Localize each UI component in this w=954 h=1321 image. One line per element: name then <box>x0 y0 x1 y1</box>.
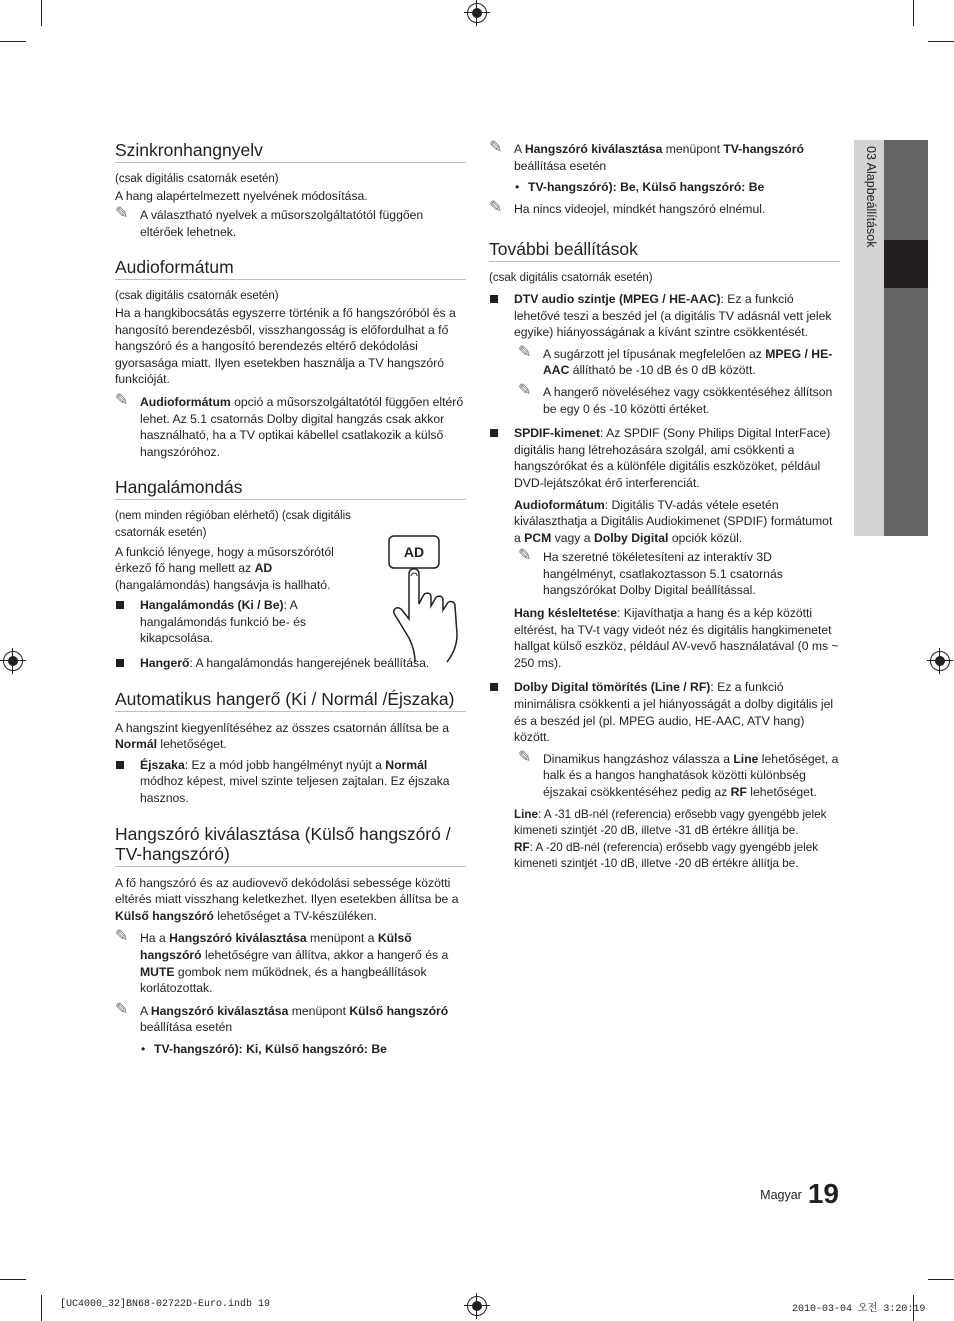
section-szinkronhangnyelv <box>115 140 466 240</box>
bullet-item <box>489 291 840 341</box>
page-language: Magyar <box>760 1188 802 1202</box>
note <box>115 207 466 240</box>
note <box>489 141 840 174</box>
crop-mark <box>41 1295 42 1321</box>
section-title: További beállítások <box>489 239 840 262</box>
chapter-tab-marker <box>884 240 928 288</box>
note <box>115 1000 466 1036</box>
bullet-bold: Éjszaka <box>140 757 185 772</box>
note-bold: Hangszóró kiválasztása <box>524 142 663 156</box>
note-bold: RF <box>730 785 747 799</box>
sub-paragraph <box>489 807 840 840</box>
note-pencil-icon: ✎ <box>489 139 503 156</box>
crop-mark <box>928 41 954 42</box>
registration-mark-icon <box>930 651 950 671</box>
crop-mark <box>0 41 26 42</box>
note-text: állítható be -10 dB és 0 dB között. <box>569 363 756 378</box>
note-text: lehetőségre van állítva, akkor a hangerő és a <box>201 948 449 962</box>
section-title: Audioformátum <box>115 257 466 280</box>
bullet-square-icon <box>116 761 124 769</box>
note-bold: Hangszóró kiválasztása <box>169 931 307 946</box>
paragraph: (csak digitális csatornák esetén) <box>115 173 279 185</box>
note-bold: MUTE <box>140 964 175 979</box>
text-bold: Dolby Digital <box>593 530 669 545</box>
sub-paragraph <box>489 497 840 547</box>
bullet-item <box>489 425 840 491</box>
note-text: A választható nyelvek a műsorszolgáltatótól függően eltérőek lehetnek. <box>140 208 424 239</box>
bullet-text: : A hangalámondás funkció be- és kikapcsolása. <box>140 598 306 646</box>
bullet-item <box>489 679 840 745</box>
chapter-tab-label: 03 Alapbeállítások <box>864 146 878 248</box>
note-bold: TV-hangszóró <box>723 142 804 156</box>
paragraph: (nem minden régióban elérhető) (csak digitális csatornák esetén) <box>115 510 351 539</box>
text-bold: Külső hangszóró <box>115 908 214 923</box>
bullet-bold: DTV audio szintje (MPEG / HE-AAC) <box>514 291 721 306</box>
text: A fő hangszóró és az audiovevő dekódolási sebessége közötti eltérés miatt visszhang keletkezhet. Ilyen esetekben állítsa be a <box>115 875 459 907</box>
note-text: Ha szeretné tökéletesíteni az interaktív 3D hangélményt, csatlakoztasson 5.1 csatornás hangszórókat Dolby Digital beállítással. <box>543 550 783 598</box>
text-bold: Line <box>514 807 539 821</box>
section-automatikus-hangero <box>115 689 466 807</box>
paragraph <box>115 875 466 925</box>
dot-text: TV-hangszóró): Ki, Külső hangszóró: Be <box>154 1041 387 1056</box>
section-title: Automatikus hangerő (Ki / Normál /Éjszaka) <box>115 689 466 712</box>
note-text: A sugárzott jel típusának megfelelően az <box>543 346 766 361</box>
registration-mark-icon <box>3 651 23 671</box>
footer-date: 2010-03-04 오전 3:20:19 <box>792 1304 926 1315</box>
svg-text:AD: AD <box>403 544 425 560</box>
note-pencil-icon: ✎ <box>518 381 532 399</box>
note-bold: Külső hangszóró <box>140 931 412 962</box>
note-text: gombok nem működnek, és a hangbeállítások korlátozottak. <box>140 964 427 996</box>
section-hangszoro-kivalasztasa <box>115 824 466 1058</box>
bullet-text: : A hangalámondás hangerejének beállítása. <box>189 656 430 671</box>
bullet-bold: Dolby Digital tömörítés (Line / RF) <box>514 680 711 695</box>
text: : Digitális TV-adás vétele esetén kiválaszthatja a Digitális Audiokimenet (SPDIF) formátumot a <box>514 497 833 545</box>
bullet-bold: Normál <box>385 757 428 772</box>
bullet-square-icon <box>116 601 124 609</box>
text: : A -20 dB-nél (referencia) erősebb vagy gyengébb jelek kimeneti szintjét -10 dB, illetve -20 dB értékre állítja be. <box>514 840 819 871</box>
note-bold: Line <box>733 751 759 766</box>
note-text: A <box>514 142 525 156</box>
note-text: menüpont <box>662 142 724 156</box>
text: opciók közül. <box>668 530 743 545</box>
chapter-tab-bar <box>884 140 928 536</box>
text-bold: PCM <box>524 530 552 545</box>
note-text: beállítása esetén <box>514 158 607 173</box>
text: : Kijavíthatja a hang és a kép közötti eltérést, ha TV-t vagy videót néz és digitális hangkimenetet hallgat külső eszköz, például AV-vevő használatával (0 ms ~ 250 ms). <box>514 606 839 670</box>
paragraph: (csak digitális csatornák esetén) <box>489 272 653 285</box>
right-column <box>489 138 840 890</box>
note-text: lehetőséget, a halk és a hangos hanghatások közötti különbség éjszakai csökkentéséhez pedig az <box>543 751 839 799</box>
bullet-square-icon <box>490 429 498 437</box>
bullet-item <box>115 597 355 647</box>
note-bold: Külső hangszóró <box>349 1003 449 1018</box>
crop-mark <box>41 0 42 26</box>
text-bold: AD <box>254 561 273 576</box>
bullet-text: : Ez a mód jobb hangélményt nyújt a <box>184 757 386 772</box>
registration-mark-icon <box>467 1296 487 1316</box>
note-text: Ha nincs videojel, mindkét hangszóró elnémul. <box>514 201 766 216</box>
paragraph: Ha a hangkibocsátás egyszerre történik a fő hangszóróból és a hangosító berendezésből, visszhangosság is előfordulhat a fő hangszóró és a hangosító berendezés eltérő dekódolási gyorsasága miatt. Ilyen esetekben használja a TV hangszóró funkcióját. <box>115 305 456 387</box>
note-text: opció a műsorszolgáltatótól függően eltérő lehet. Az 5.1 csatornás Dolby digital hangzás csak akkor használható, ha a TV optikai kábellel csatlakozik a külső hangszóróhoz. <box>140 394 464 459</box>
text: A funkció lényege, hogy a műsorszórótól érkező fő hang mellett az <box>115 544 334 576</box>
chapter-tab-label-box <box>858 144 880 344</box>
text: lehetőséget. <box>157 737 227 752</box>
crop-mark <box>913 0 914 26</box>
text-bold: Hang késleltetése <box>514 606 617 621</box>
note-bold: Hangszóró kiválasztása <box>150 1003 289 1018</box>
bullet-bold: SPDIF-kimenet <box>514 426 601 441</box>
paragraph: A hang alapértelmezett nyelvének módosítása. <box>115 188 368 203</box>
section-title: Hangalámondás <box>115 477 466 500</box>
bullet-square-icon <box>490 683 498 691</box>
sub-paragraph <box>489 605 840 671</box>
dot-item <box>140 1041 466 1058</box>
bullet-text: : Ez a funkció minimálisra csökkenti a jel hiányosságát a dolby digitális jel és a beszéd jel (pl. MPEG audio, HE-AAC, ATV hang) között. <box>514 680 834 745</box>
sub-note <box>489 381 840 417</box>
note-text: Ha a <box>140 931 170 946</box>
note <box>115 930 466 996</box>
note-text: menüpont <box>288 1003 350 1018</box>
note-pencil-icon: ✎ <box>115 205 129 223</box>
note-text: A hangerő növeléséhez vagy csökkentéséhez állítson be egy 0 és -10 közötti értéket. <box>543 384 833 416</box>
page-number: 19 <box>807 1178 839 1209</box>
crop-mark <box>0 1279 26 1280</box>
text: A hangszint kiegyenlítéséhez az összes csatornán állítsa be a <box>115 720 450 735</box>
text: : A -31 dB-nél (referencia) erősebb vagy gyengébb jelek kimeneti szintjét -20 dB, illetve -31 dB értékre állítja be. <box>514 807 827 838</box>
note-text: A <box>140 1003 151 1018</box>
footer-file: [UC4000_32]BN68-02722D-Euro.indb 19 <box>60 1299 271 1310</box>
note-text: Dinamikus hangzáshoz válassza a <box>543 751 734 766</box>
section-title: Hangszóró kiválasztása (Külső hangszóró / TV-hangszóró) <box>115 824 466 867</box>
bullet-bold: Hangalámondás (Ki / Be) <box>140 598 284 613</box>
bullet-text: : Az SPDIF (Sony Philips Digital InterFace) digitális hang létrehozására szolgál, ami csökkenti a hangszórókat és a különféle digitális eszközöket, például DVD-lejátszókat érő interferenciát. <box>514 426 831 490</box>
note-pencil-icon: ✎ <box>115 928 129 946</box>
bullet-bold: Hangerő <box>140 656 190 671</box>
bullet-dot-icon: • <box>515 180 520 195</box>
note <box>489 198 840 218</box>
bullet-text: : Ez a funkció lehetővé teszi a beszéd jel (a digitális TV adásnál vett jelek egyike) hiányosságának a kívánt szintre csökkentését. <box>514 291 832 340</box>
section-audioformatum <box>115 257 466 460</box>
sub-note <box>489 343 840 379</box>
sub-note <box>489 748 840 801</box>
bullet-square-icon <box>116 659 124 667</box>
note-pencil-icon: ✎ <box>489 198 503 216</box>
section-title: Szinkronhangnyelv <box>115 140 466 163</box>
dot-text: TV-hangszóró): Be, Külső hangszóró: Be <box>528 180 765 195</box>
paragraph <box>115 720 466 753</box>
note-pencil-icon: ✎ <box>518 343 532 361</box>
page-number-block <box>760 1178 839 1210</box>
crop-mark <box>928 1279 954 1280</box>
remote-ad-button-hand-illustration <box>387 534 467 664</box>
sub-paragraph <box>489 840 840 873</box>
note-text: beállítása esetén <box>140 1020 233 1035</box>
bullet-item <box>115 757 466 807</box>
note <box>115 391 466 460</box>
paragraph: (csak digitális csatornák esetén) <box>115 290 279 303</box>
text: (hangalámondás) hangsávja is hallható. <box>115 577 331 592</box>
note-pencil-icon: ✎ <box>115 1000 129 1018</box>
dot-item <box>514 179 840 196</box>
bullet-dot-icon: • <box>141 1041 146 1056</box>
note-bold: Audioformátum <box>140 394 231 409</box>
registration-mark-icon <box>467 3 487 23</box>
note-pencil-icon: ✎ <box>518 748 532 766</box>
text: lehetőséget a TV-készüléken. <box>213 908 377 923</box>
section-tovabbi-beallitasok <box>489 239 840 873</box>
paragraph <box>115 544 355 594</box>
chapter-tab <box>854 140 928 536</box>
note-pencil-icon: ✎ <box>518 547 532 565</box>
text-bold: RF <box>514 840 530 854</box>
note-text: lehetőséget. <box>746 785 817 799</box>
bullet-square-icon <box>490 295 498 303</box>
note-bold: MPEG / HE-AAC <box>543 346 833 378</box>
note-text: menüpont a <box>306 931 378 946</box>
text-bold: Audioformátum <box>514 497 605 512</box>
text-bold: Normál <box>115 737 157 752</box>
sub-note <box>489 549 840 599</box>
text: vagy a <box>551 530 594 545</box>
bullet-text: módhoz képest, mivel szinte teljesen zajtalan. Ez éjszaka hasznos. <box>140 774 450 806</box>
note-pencil-icon: ✎ <box>115 391 129 409</box>
